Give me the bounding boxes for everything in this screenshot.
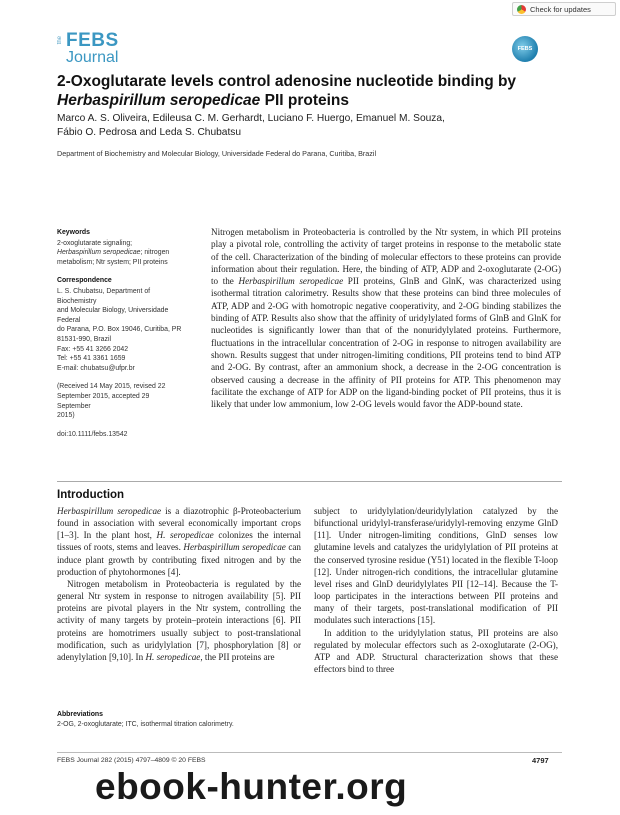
- keywords-block: Keywords 2-oxoglutarate signaling; Herbaspirillum seropedicae; nitrogen metabolism; Ntr system; PII proteins: [57, 228, 182, 267]
- abbreviations-heading: Abbreviations: [57, 711, 103, 718]
- received-dates: (Received 14 May 2015, revised 22 September 2015, accepted 29 September 2015): [57, 383, 166, 420]
- check-updates-icon: [517, 5, 526, 14]
- introduction-heading: Introduction: [57, 489, 125, 501]
- correspondence-email[interactable]: E-mail: chubatsu@ufpr.br: [57, 364, 135, 372]
- logo-the: the: [57, 36, 63, 45]
- footer-citation: FEBS Journal 282 (2015) 4797–4809 © 20 FEBS: [57, 757, 206, 764]
- body-column-right: subject to uridylylation/deuridylylation catalyzed by the bifunctional uridylyl-transferase/uridylyl-removing enzyme GlnD [11]. Under nitrogen-limiting conditions, GlnD senses low glutamine levels and catalyzes the uridylylation of PII proteins at the conserved tyrosine residue (Y51) located in the flexible T-loop [12]. Under nitrogen-rich conditions, the intracellular glutamine level rises and GlnD deuridylylates PII [12–14]. Because the T-loop participates in the interactions between PII proteins and many of their targets, post-translational modification of PII modulates such interactions [15]. In addition to the uridylylation status, PII proteins are also regulated by molecular effectors such as 2-oxoglutarate (2-OG), ATP and ADP. Structural characterization shows that these effectors bind to three: [314, 506, 558, 675]
- febs-emblem-icon: [512, 36, 538, 62]
- emblem-text: FEBS: [517, 46, 533, 52]
- abbreviations-block: Abbreviations 2-OG, 2-oxoglutarate; ITC, isothermal titration calorimetry.: [57, 710, 357, 729]
- article-info-sidebar: [57, 228, 182, 448]
- journal-logo: [57, 30, 127, 68]
- check-updates-label: Check for updates: [530, 4, 591, 14]
- abstract: Nitrogen metabolism in Proteobacteria is controlled by the Ntr system, in which PII proteins play a pivotal role, controlling the activity of target proteins in response to the metabolic state of the cell. Characterization of the binding of molecular effectors to these proteins can provide information about their regulation. Here, the binding of ATP, ADP and 2-oxoglutarate (2-OG) to the Herbaspirillum seropedicae PII proteins, GlnB and GlnK, was characterized using isothermal titration calorimetry. Results show that these proteins can bind three molecules of ATP, ADP and 2-OG with homotropic negative cooperativity, and 2-OG binding stabilizes the binding of ATP. Results also show that the affinity of uridylylated forms of GlnB and GlnK for nucleotides is significantly lower than that of the nonuridylylated proteins. Furthermore, fluctuations in the intracellular concentration of 2-OG in response to nitrogen availability are shown. Results suggest that under nitrogen-limiting conditions, PII proteins tend to bind ATP and 2-OG. By contrast, after an ammonium shock, a decrease in the 2-OG concentration is observed causing a decrease in the affinity of PII proteins for ATP. This phenomenon may facilitate the exchange of ATP for ADP on the ligand-binding pocket of PII proteins, thus it is likely that under low ammonium, low 2-OG levels would favor the ADP-bound state.: [211, 227, 561, 410]
- footer-divider: [57, 752, 562, 753]
- logo-journal: Journal: [66, 49, 119, 66]
- check-for-updates-button[interactable]: [512, 2, 616, 16]
- article-authors: Marco A. S. Oliveira, Edileusa C. M. Gerhardt, Luciano F. Huergo, Emanuel M. Souza, Fábio O. Pedrosa and Leda S. Chubatsu: [57, 113, 445, 138]
- article-title: 2-Oxoglutarate levels control adenosine nucleotide binding by Herbaspirillum seropedicae PII proteins: [57, 73, 517, 109]
- body-column-left: Herbaspirillum seropedicae is a diazotrophic β-Proteobacterium found in association with several economically important crops [1–3]. In the plant host, H. seropedicae colonizes the internal tissues of roots, stems and leaves. Herbaspirillum seropedicae can induce plant growth by contributing fixed nitrogen and by the production of phytohormones [4]. Nitrogen metabolism in Proteobacteria is regulated by the general Ntr system in response to nitrogen availability [5]. PII proteins are pivotal players in the Ntr system, controlling the activity of many targets by protein–protein interactions [6]. PII proteins are homotrimers usually subject to post-translational modification, such as uridylylation [7], phosphorylation [8] or adenylylation [9,10]. In H. seropedicae, the PII proteins are: [57, 506, 301, 662]
- doi-link[interactable]: doi:10.1111/febs.13542: [57, 430, 128, 438]
- correspondence-block: Correspondence L. S. Chubatsu, Department of Biochemistry and Molecular Biology, Universidade Federal do Parana, P.O. Box 19046, Curitiba, PR 81531-990, Brazil Fax: +55 41 3266 2042 Tel: +55 41 3361 1659 E-mail: chubatsu@ufpr.br: [57, 277, 182, 372]
- section-divider: [57, 481, 562, 482]
- logo-febs: FEBS: [66, 30, 119, 51]
- watermark: ebook-hunter.org: [95, 766, 408, 807]
- keywords-heading: Keywords: [57, 229, 90, 236]
- correspondence-heading: Correspondence: [57, 277, 112, 285]
- article-affiliation: Department of Biochemistry and Molecular Biology, Universidade Federal do Parana, Curitiba, Brazil: [57, 149, 377, 158]
- page-number: 4797: [532, 756, 549, 765]
